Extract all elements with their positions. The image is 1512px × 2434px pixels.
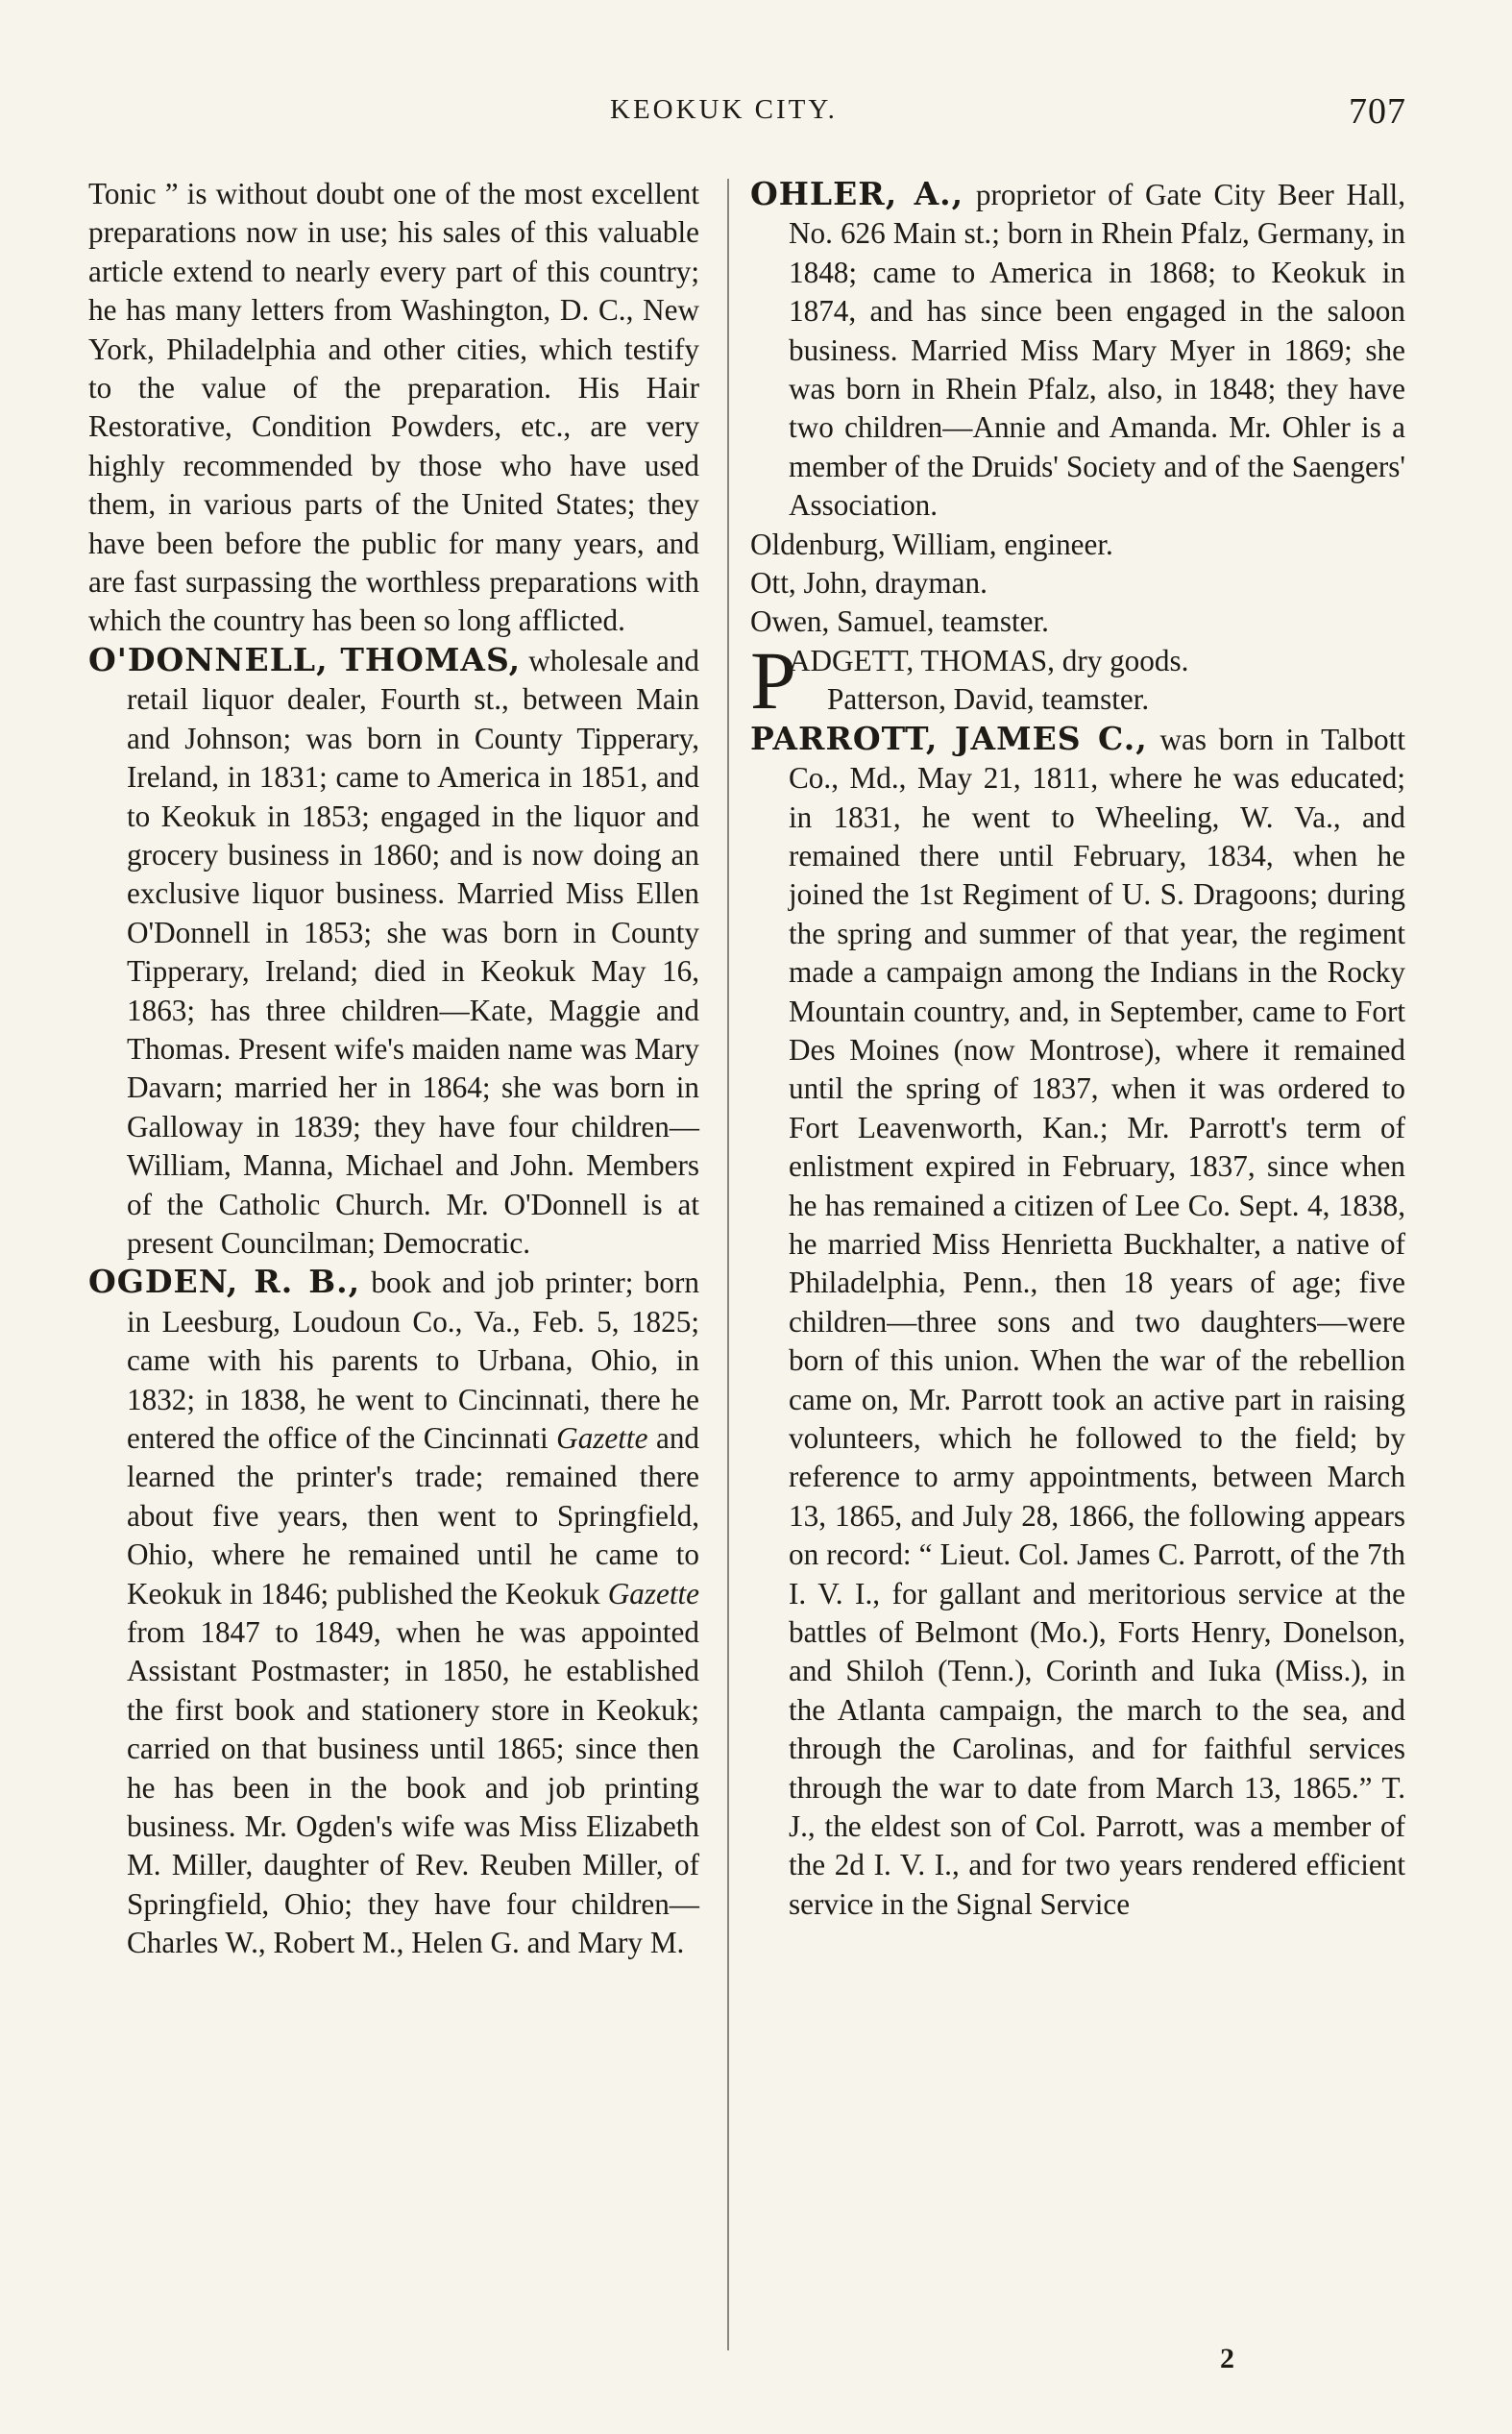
- listing-ott: Ott, John, drayman.: [750, 566, 988, 601]
- entry-text: was born in Talbott Co., Md., May 21, 1811, where he was educated; in 1831, he went to Wheeling, W. Va., and remained there until February, 1834, when he joined the 1st Regiment of U. S. Dragoons; during the spring and summer of that year, the regiment made a campaign among the Indians in the Rocky Mountain country, and, in September, came to Fort Des Moines (now Montrose), where it remained until the spring of 1837, when it was ordered to Fort Leavenworth, Kan.; Mr. Parrott's term of enlistment expired in February, 1837, since when he has remained a citizen of Lee Co. Sept. 4, 1838, he married Miss Henrietta Buckhalter, a native of Philadelphia, Penn., then 18 years of age; five children—three sons and two daughters—were born of this union. When the war of the rebellion came on, Mr. Parrott took an active part in raising volunteers, which he followed to the field; by reference to army appointments, between March 13, 1865, and July 28, 1866, the following appears on record: “ Lieut. Col. James C. Parrott, of the 7th I. V. I., for gallant and meritorious service at the battles of Belmont (Mo.), Forts Henry, Donelson, and Shiloh (Tenn.), Corinth and Iuka (Miss.), in the Atlanta campaign, the march to the sea, and through the Carolinas, and for faithful services through the war to date from March 13, 1865.” T. J., the eldest son of Col. Parrott, was a member of the 2d I. V. I., and for two years rendered efficient service in the Signal Service: [789, 722, 1405, 1921]
- p-section-start: [750, 633, 1405, 726]
- entry-name: OGDEN, R. B.,: [88, 1263, 361, 1301]
- listing-padgett: ADGETT, THOMAS, dry goods.: [789, 643, 1189, 677]
- left-column: [88, 175, 699, 1963]
- signature-mark: 2: [1220, 2343, 1234, 2374]
- continuation-paragraph: Tonic ” is without doubt one of the most excellent preparations now in use; his sales of this valuable article extend to nearly every part of this country; he has many letters from Washington, D. C., New York, Philadelphia and other cities, which testify to the value of the preparation. His Hair Restorative, Condition Powders, etc., are very highly recommended by those who have used them, in various parts of the United States; they have been before the public for many years, and are fast surpassing the worthless preparations with which the country has been so long afflicted.: [88, 177, 699, 638]
- entry-text: wholesale and retail liquor dealer, Fourth st., between Main and Johnson; was born in County Tipperary, Ireland, in 1831; came to America in 1851, and to Keokuk in 1853; engaged in the liquor and grocery business in 1860; and is now doing an exclusive liquor business. Married Miss Ellen O'Donnell in 1853; she was born in County Tipperary, Ireland; died in Keokuk May 16, 1863; has three children—Kate, Maggie and Thomas. Present wife's maiden name was Mary Davarn; married her in 1864; she was born in Galloway in 1839; they have four children—William, Manna, Michael and John. Members of the Catholic Church. Mr. O'Donnell is at present Councilman; Democratic.: [127, 643, 700, 1260]
- entry-text: from 1847 to 1849, when he was appointed Assistant Postmaster; in 1850, he established the first book and stationery store in Keokuk; carried on that business until 1865; since then he has been in the book and job printing business. Mr. Ogden's wife was Miss Elizabeth M. Miller, daughter of Rev. Reuben Miller, of Springfield, Ohio; they have four children—Charles W., Robert M., Helen G. and Mary M.: [127, 1615, 699, 1960]
- entry-ohler: [750, 175, 1405, 526]
- column-divider: [727, 179, 729, 2350]
- listing-patterson: Patterson, David, teamster.: [827, 682, 1150, 717]
- entry-text: proprietor of Gate City Beer Hall, No. 626 Main st.; born in Rhein Pfalz, Germany, in 1848; came to America in 1868; to Keokuk in 1874, and has since been engaged in the saloon business. Married Miss Mary Myer in 1869; she was born in Rhein Pfalz, also, in 1848; they have two children—Annie and Amanda. Mr. Ohler is a member of the Druids' Society and of the Saengers' Association.: [789, 178, 1405, 523]
- entry-ogden: [88, 1263, 699, 1962]
- newspaper-title: Gazette: [556, 1421, 648, 1455]
- page-number: 707: [1349, 91, 1406, 132]
- entry-name: PARROTT, JAMES C.,: [750, 719, 1148, 757]
- drop-cap: P: [750, 633, 796, 726]
- right-column: [750, 175, 1405, 1924]
- page-header: [0, 91, 1512, 142]
- entry-odonnell: [88, 641, 699, 1264]
- entry-text: book and job printer; born in Leesburg, Loudoun Co., Va., Feb. 5, 1825; came with his parents to Urbana, Ohio, in 1832; in 1838, he went to Cincinnati, there he entered the office of the Cincinnati: [127, 1266, 699, 1455]
- entry-text: and learned the printer's trade; remained there about five years, then went to Springfield, Ohio, where he remained until he came to Keokuk in 1846; published the Keokuk: [127, 1421, 700, 1610]
- newspaper-title: Gazette: [607, 1576, 699, 1610]
- running-head: KEOKUK CITY.: [610, 94, 838, 125]
- listing-owen: Owen, Samuel, teamster.: [750, 604, 1049, 639]
- entry-name: O'DONNELL, THOMAS,: [88, 640, 522, 678]
- entry-name: OHLER, A.,: [750, 175, 964, 212]
- entry-parrott: [750, 720, 1405, 1925]
- listing-oldenburg: Oldenburg, William, engineer.: [750, 527, 1113, 561]
